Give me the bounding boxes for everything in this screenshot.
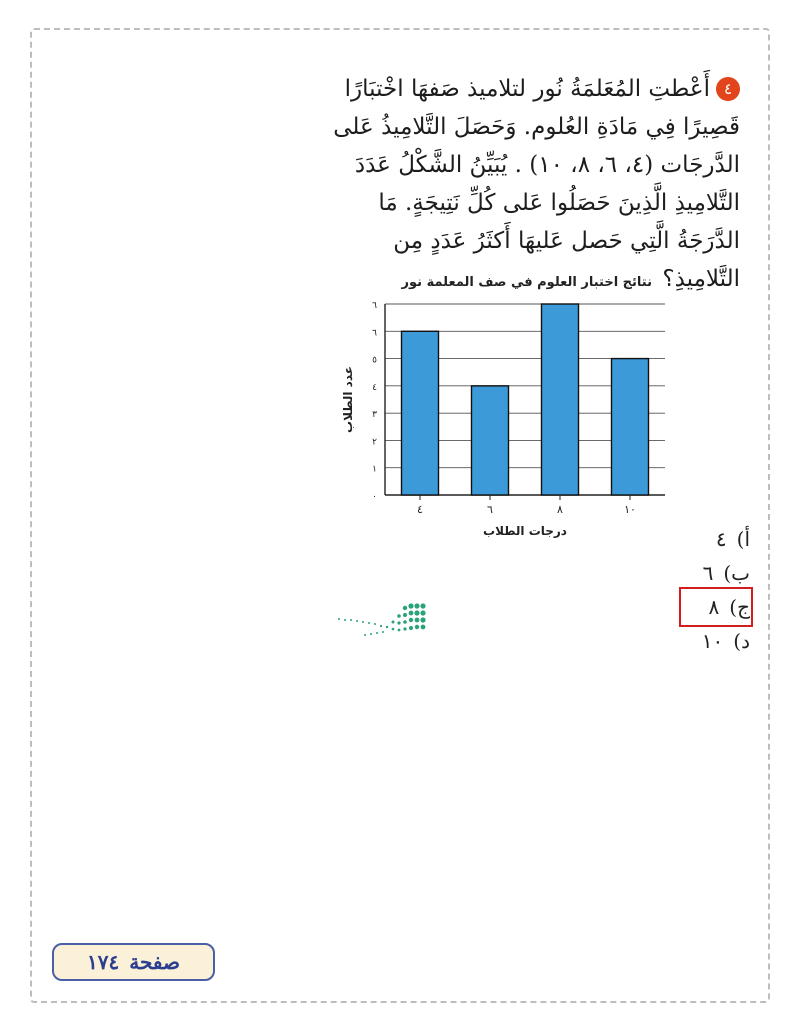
choice-letter: أ) [736, 527, 750, 551]
choice-letter: ب) [723, 561, 750, 585]
y-tick-label: ٦ [372, 328, 377, 339]
answer-choices [650, 522, 750, 658]
y-tick-label: ٣ [372, 410, 377, 421]
choice-b[interactable] [650, 556, 750, 590]
x-tick-label: ٦ [487, 503, 493, 516]
y-tick-label: ٥ [372, 355, 377, 366]
x-tick-label: ١٠ [624, 503, 636, 516]
choice-letter: ج) [729, 595, 750, 619]
choice-d[interactable] [650, 624, 750, 658]
choice-value: ٨ [708, 595, 720, 619]
question-block [310, 70, 740, 298]
chart-title: نتائج اختبار العلوم في صف المعلمة نور [401, 275, 652, 290]
y-tick-label: ٤ [372, 382, 377, 393]
choice-value: ١٠ [701, 629, 724, 653]
page-number-badge [52, 943, 215, 981]
choice-a[interactable] [650, 522, 750, 556]
choice-letter: د) [733, 629, 750, 653]
question-number-badge: ٤ [716, 77, 740, 101]
choice-value: ٤ [715, 527, 727, 551]
choice-value: ٦ [702, 561, 714, 585]
y-tick-label: ١ [372, 464, 377, 475]
x-tick-label: ٤ [417, 503, 423, 516]
y-tick-label: ٠ [372, 492, 377, 502]
bar-chart [330, 290, 670, 540]
ministry-logo-icon [333, 600, 433, 640]
question-text: أَعْطتِ المُعَلمَةُ نُور لتلاميذ صَفهَا اخْتبَارًا قَصِيرًا فِي مَادَةِ العُلوم. وَحَصَلَ التَّلامِيذُ عَلى الدَّرجَات (٤، ٦، ٨، ١٠) . يُبَيِّنُ الشَّكْلُ عَدَدَ التَّلامِيذِ الَّذِينَ حَصَلُوا عَلى كُلِّ نَتِيجَةٍ. مَا الدَّرَجَةُ الَّتِي حَصل عَليهَا أَكثَرُ عَدَدٍ مِن التَّلامِيذِ؟ [333, 76, 740, 292]
bar-1 [472, 386, 509, 495]
choice-c-selected[interactable] [682, 590, 750, 624]
y-tick-label: ٦ [372, 301, 377, 311]
bar-2 [542, 304, 579, 495]
page-label: صفحة [129, 950, 180, 974]
x-tick-label: ٨ [557, 503, 563, 516]
bar-0 [402, 331, 439, 495]
y-tick-label: ٢ [372, 437, 377, 448]
x-axis-label: درجات الطلاب [483, 524, 567, 538]
page-number: ١٧٤ [87, 950, 120, 974]
bar-3 [612, 359, 649, 495]
y-axis-label: عدد الطلاب [341, 366, 355, 433]
